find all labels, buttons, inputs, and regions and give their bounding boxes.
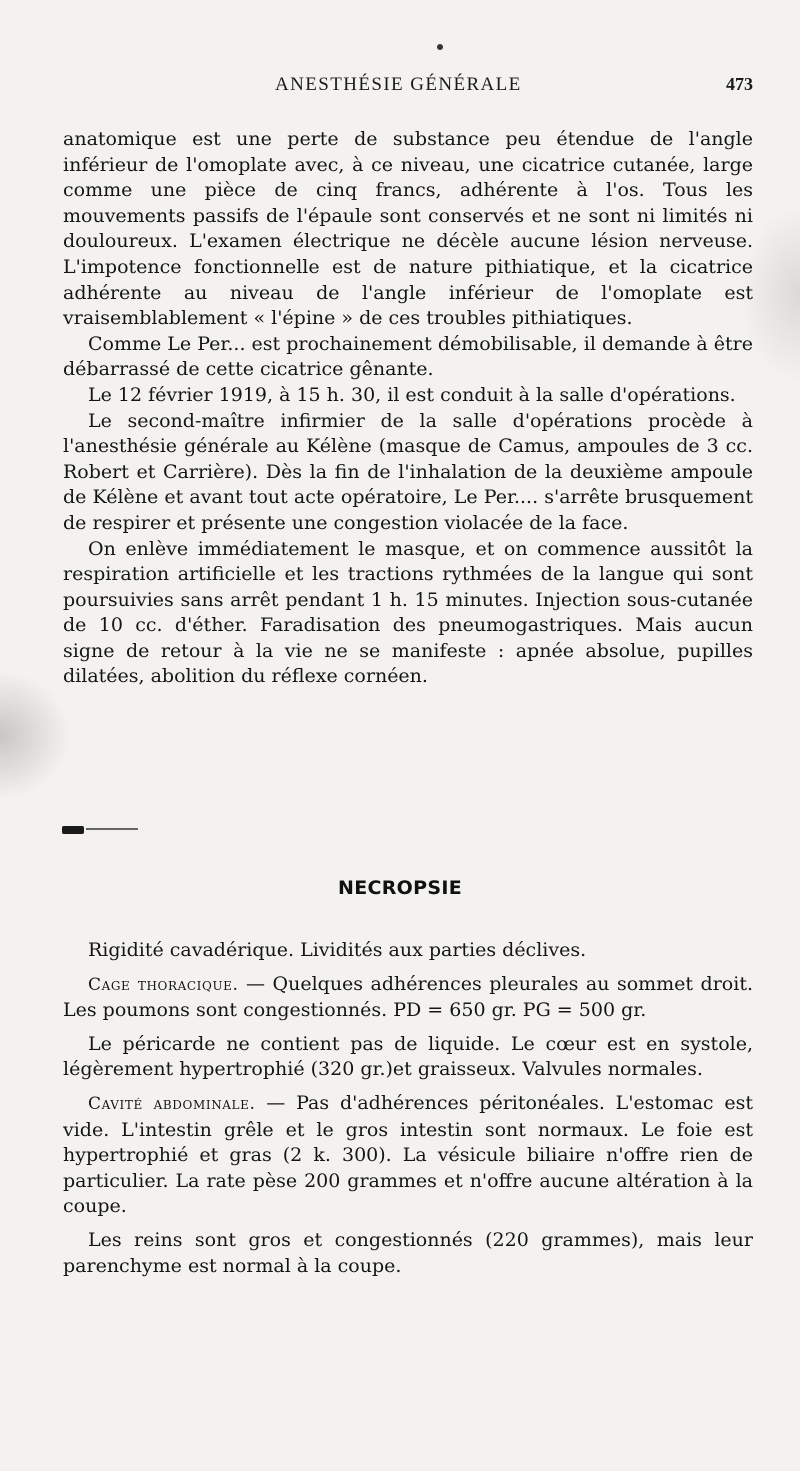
text-cavite-abdominale: — Pas d'adhérences péritonéales. L'estomac est vide. L'intestin grêle et le gros intestin sont normaux. Le foie est hypertrophié et gras (2 k. 300). La vésicule biliaire n'offre rien de particulier. La rate pèse 200 grammes et n'offre aucune altération à la coupe. bbox=[63, 1091, 754, 1218]
print-mark bbox=[62, 824, 142, 834]
page-header bbox=[0, 74, 800, 104]
paragraph-thorax bbox=[63, 972, 753, 1024]
running-title: ANESTHÉSIE GÉNÉRALE bbox=[275, 74, 522, 95]
paragraph-examination: anatomique est une perte de substance peu étendue de l'angle inférieur de l'omoplate avec, à ce niveau, une cicatrice cutanée, large comme une pièce de cinq francs, adhérente à l'os. Tous les mouvements passifs de l'épaule sont conservés et ne sont ni limités ni douloureux. L'examen électrique ne décèle aucune lésion nerveuse. L'impotence fonctionnelle est de nature pithiatique, et la cicatrice adhérente au niveau de l'angle inférieur de l'omoplate est vraisemblablement « l'épine » de ces troubles pithiatiques. bbox=[63, 128, 753, 330]
paragraph-anesthesia: Le second-maître infirmier de la salle d'opérations procède à l'anesthésie générale au Kélène (masque de Camus, ampoules de 3 cc. Robert et Carrière). Dès la fin de l'inhalation de la deuxième ampoule de Kélène et avant tout acte opératoire, Le Per.... s'arrête brusquement de respirer et présente une congestion violacée de la face. bbox=[63, 409, 753, 534]
paragraph-operation-date: Le 12 février 1919, à 15 h. 30, il est conduit à la salle d'opérations. bbox=[88, 383, 736, 406]
paragraph-abdomen bbox=[63, 1091, 753, 1220]
necropsie-text bbox=[63, 938, 753, 1287]
paragraph-request: Comme Le Per... est prochainement démobilisable, il demande à être débarrassé de cette cicatrice gênante. bbox=[63, 332, 753, 381]
paragraph-pericarde: Le péricarde ne contient pas de liquide. Le cœur est en systole, légèrement hypertrophié (320 gr.)et graisseux. Valvules normales. bbox=[63, 1032, 753, 1081]
section-title-necropsie: NECROPSIE bbox=[338, 877, 462, 899]
label-cavite-abdominale: Cavité abdominale. bbox=[88, 1093, 256, 1114]
page-number: 473 bbox=[726, 74, 753, 94]
label-cage-thoracique: Cage thoracique. bbox=[88, 974, 239, 995]
paragraph-reins: Les reins sont gros et congestionnés (220 grammes), mais leur parenchyme est normal à la coupe. bbox=[63, 1228, 753, 1277]
case-report-text bbox=[63, 127, 753, 690]
paragraph-resuscitation: On enlève immédiatement le masque, et on commence aussitôt la respiration artificielle et les tractions rythmées de la langue qui sont poursuivies sans arrêt pendant 1 h. 15 minutes. Injection sous-cutanée de 10 cc. d'éther. Faradisation des pneumogastriques. Mais aucun signe de retour à la vie ne se manifeste : apnée absolue, pupilles dilatées, abolition du réflexe cornéen. bbox=[63, 537, 753, 688]
print-speck bbox=[437, 44, 443, 50]
text-cage-thoracique: — Quelques adhérences pleurales au sommet droit. Les poumons sont congestionnés. PD = 650 gr. PG = 500 gr. bbox=[63, 972, 753, 1022]
paragraph-rigidity: Rigidité cavadérique. Lividités aux parties déclives. bbox=[88, 939, 587, 961]
